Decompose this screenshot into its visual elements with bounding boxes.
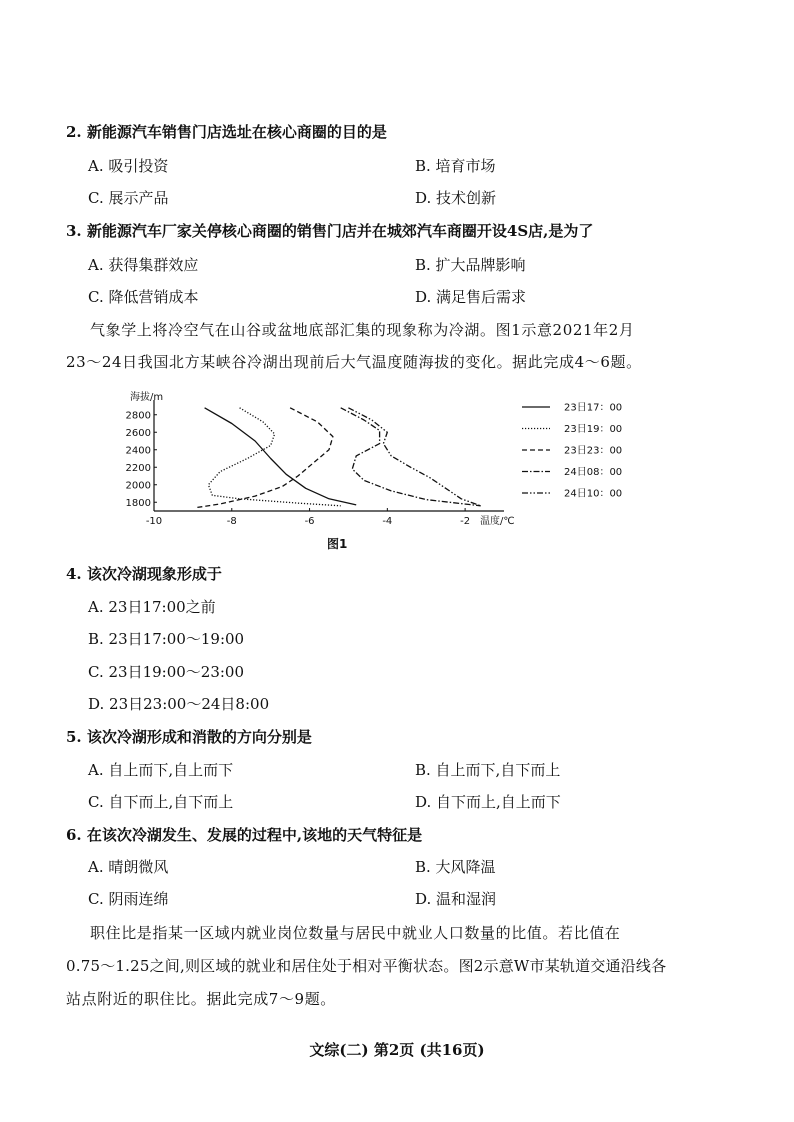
y-tick-label: 1800 [125,497,151,509]
intro-2-line-2: 0.75～1.25之间,则区域的就业和居住处于相对平衡状态。图2示意W市某轨道交通沿线各 [66,957,667,975]
y-tick-label: 2000 [125,480,151,492]
question-6-option-c[interactable]: C. 阴雨连绵 [88,890,169,908]
x-tick-label: -4 [382,516,393,527]
question-2-option-a[interactable]: A. 吸引投资 [88,157,169,175]
series-line-4 [341,408,481,506]
question-5-option-c[interactable]: C. 自下而上,自下而上 [88,793,234,811]
question-2-stem: 2. 新能源汽车销售门店选址在核心商圈的目的是 [66,123,387,141]
series-line-1 [205,408,357,505]
question-4-option-c[interactable]: C. 23日19:00～23:00 [88,663,245,681]
intro-1-line-2: 23～24日我国北方某峡谷冷湖出现前后大气温度随海拔的变化。据此完成4～6题。 [66,353,642,371]
question-2-option-b[interactable]: B. 培育市场 [415,157,496,175]
question-6-option-a[interactable]: A. 晴朗微风 [88,858,169,876]
question-5-option-d[interactable]: D. 自下而上,自上而下 [415,793,561,811]
y-axis-label: 海拔/m [130,392,164,403]
intro-2-line-3: 站点附近的职住比。据此完成7～9题。 [66,990,336,1008]
question-6-option-b[interactable]: B. 大风降温 [415,858,496,876]
y-tick-label: 2400 [125,445,151,457]
intro-1-line-1: 气象学上将冷空气在山谷或盆地底部汇集的现象称为冷湖。图1示意2021年2月 [90,321,635,339]
y-tick-label: 2200 [125,462,151,474]
question-3-stem: 3. 新能源汽车厂家关停核心商圈的销售门店并在城郊汽车商圈开设4S店,是为了 [66,222,594,240]
intro-2-line-1: 职住比是指某一区域内就业岗位数量与居民中就业人口数量的比值。若比值在 [90,924,621,942]
question-3-option-c[interactable]: C. 降低营销成本 [88,288,199,306]
question-4-option-d[interactable]: D. 23日23:00～24日8:00 [88,695,270,713]
question-2-option-c[interactable]: C. 展示产品 [88,189,169,207]
series-line-3 [197,408,333,508]
question-4-stem: 4. 该次冷湖现象形成于 [66,565,222,583]
x-tick-label: -2 [460,516,471,527]
question-3-option-a[interactable]: A. 获得集群效应 [88,256,199,274]
legend-label-3: 23日23：00 [564,445,623,457]
y-tick-label: 2600 [125,427,151,439]
question-3-option-b[interactable]: B. 扩大品牌影响 [415,256,526,274]
question-5-option-a[interactable]: A. 自上而下,自上而下 [88,761,234,779]
figure-1-label: 图1 [327,537,348,551]
question-5-option-b[interactable]: B. 自上而下,自下而上 [415,761,561,779]
x-tick-label: -8 [226,516,237,527]
question-6-stem: 6. 在该次冷湖发生、发展的过程中,该地的天气特征是 [66,826,423,844]
x-tick-label: -10 [145,516,163,527]
question-3-option-d[interactable]: D. 满足售后需求 [415,288,527,306]
x-tick-label: -6 [304,516,315,527]
legend-label-1: 23日17：00 [564,402,623,414]
y-tick-label: 2800 [125,410,151,422]
question-4-option-b[interactable]: B. 23日17:00～19:00 [88,630,245,648]
page-footer: 文综(二) 第2页 (共16页) [309,1041,485,1059]
question-6-option-d[interactable]: D. 温和湿润 [415,890,497,908]
legend-label-2: 23日19：00 [564,424,623,435]
x-axis-label: 温度/℃ [480,516,515,527]
legend-label-4: 24日08：00 [564,467,623,478]
legend-label-5: 24日10：00 [564,488,623,500]
question-2-option-d[interactable]: D. 技术创新 [415,189,497,207]
question-5-stem: 5. 该次冷湖形成和消散的方向分别是 [66,728,312,746]
figure-1-chart [125,392,670,537]
question-4-option-a[interactable]: A. 23日17:00之前 [88,598,216,616]
